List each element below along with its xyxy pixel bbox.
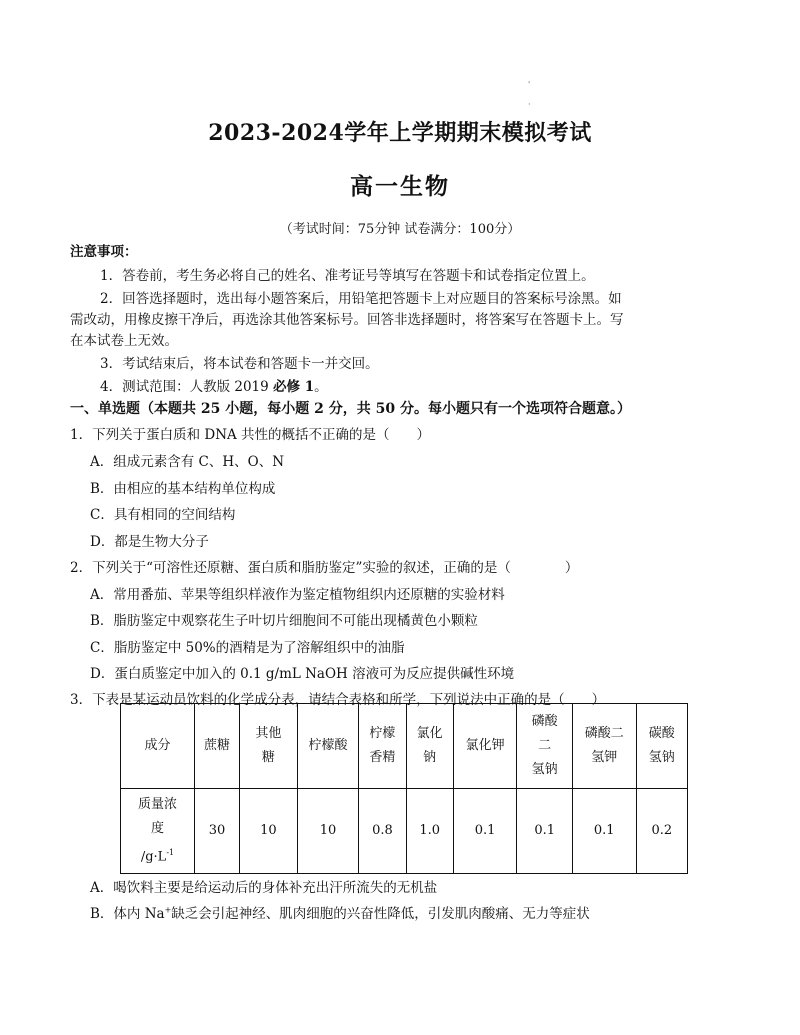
- question-2-stem: 2．下列关于“可溶性还原糖、蛋白质和脂肪鉴定”实验的叙述，正确的是（ ）: [70, 560, 579, 576]
- notice-item-1: 1．答卷前，考生务必将自己的姓名、准考证号等填写在答题卡和试卷指定位置上。: [100, 268, 595, 284]
- notice-item-4-bold: 必修 1: [273, 379, 315, 395]
- table-header-row: [121, 704, 688, 789]
- question-2-option-d: D．蛋白质鉴定中加入的 0.1 g/mL NaOH 溶液可为反应提供碱性环境: [90, 666, 515, 682]
- option-b-suffix: 缺乏会引起神经、肌肉细胞的兴奋性降低，引发肌肉酸痛、无力等症状: [171, 906, 590, 922]
- composition-table: [120, 703, 688, 874]
- row-label-unit: [121, 841, 194, 869]
- notice-heading: 注意事项：: [70, 244, 138, 260]
- row-label-line: 质量浓: [137, 796, 177, 812]
- table-cell: 0.8: [359, 789, 406, 874]
- scan-mark-dot: ': [528, 80, 531, 89]
- notice-item-2-line-3: 在本试卷上无效。: [70, 333, 178, 349]
- table-cell: 0.1: [453, 789, 517, 874]
- unit-text: /g·L: [140, 849, 167, 865]
- table-header-cell: 磷酸 二 氢钠: [517, 704, 572, 789]
- subject-title: 高一生物: [350, 173, 450, 200]
- option-b-prefix: B．体内 Na: [90, 906, 165, 922]
- table-row: [121, 789, 688, 874]
- table-header-label: 成分: [121, 704, 195, 789]
- notice-item-4-suffix: 。: [314, 379, 328, 395]
- table-header-cell: 其他 糖: [240, 704, 298, 789]
- table-cell: 0.2: [636, 789, 687, 874]
- notice-item-4: [100, 375, 328, 395]
- table-header-cell: 柠檬 香精: [359, 704, 406, 789]
- table-row-label: [121, 789, 195, 874]
- notice-item-4-prefix: 4．测试范围：人教版 2019: [100, 379, 274, 395]
- question-2-option-b: B．脂肪鉴定中观察花生子叶切片细胞间不可能出现橘黄色小颗粒: [90, 613, 478, 629]
- notice-item-3: 3．考试结束后，将本试卷和答题卡一并交回。: [100, 356, 379, 372]
- scan-mark-dot: ·: [528, 100, 531, 109]
- question-1-option-c: C．具有相同的空间结构: [90, 507, 236, 523]
- table-header-cell: 氯化 钠: [406, 704, 453, 789]
- table-header-cell: 碳酸 氢钠: [636, 704, 687, 789]
- table-header-cell: 氯化钾: [453, 704, 517, 789]
- table-cell: 0.1: [517, 789, 572, 874]
- exam-info: （考试时间：75分钟 试卷满分：100分）: [279, 222, 521, 237]
- question-1-option-d: D．都是生物大分子: [90, 534, 209, 550]
- page-title: 2023-2024学年上学期期末模拟考试: [208, 120, 592, 146]
- table-cell: 0.1: [572, 789, 636, 874]
- question-1-option-b: B．由相应的基本结构单位构成: [90, 481, 276, 497]
- section-1-heading: 一、单选题（本题共 25 小题，每小题 2 分，共 50 分。每小题只有一个选项符合题意。）: [70, 401, 631, 417]
- question-3-stem: 3．下表是某运动员饮料的化学成分表，请结合表格和所学，下列说法中正确的是（ ）: [70, 692, 606, 708]
- option-b-sup: +: [164, 905, 172, 915]
- table-header-cell: 蔗糖: [194, 704, 239, 789]
- table-cell: 30: [194, 789, 239, 874]
- question-1-option-a: A．组成元素含有 C、H、O、N: [90, 454, 285, 470]
- unit-sup: -1: [166, 847, 175, 857]
- table-cell: 1.0: [406, 789, 453, 874]
- question-2-option-c: C．脂肪鉴定中 50%的酒精是为了溶解组织中的油脂: [90, 640, 405, 656]
- table-header-cell: 柠檬酸: [297, 704, 359, 789]
- question-3-option-a: A．喝饮料主要是给运动后的身体补充出汗所流失的无机盐: [90, 880, 438, 896]
- row-label-line: 度: [150, 820, 164, 836]
- question-1-stem: 1．下列关于蛋白质和 DNA 共性的概括不正确的是（ ）: [70, 427, 431, 443]
- notice-item-2-line-2: 需改动，用橡皮擦干净后，再选涂其他答案标号。回答非选择题时，将答案写在答题卡上。写: [70, 312, 624, 328]
- notice-item-2-line-1: 2．回答选择题时，选出每小题答案后，用铅笔把答题卡上对应题目的答案标号涂黑。如: [100, 291, 622, 307]
- table-header-cell: 磷酸二 氢钾: [572, 704, 636, 789]
- table-cell: 10: [240, 789, 298, 874]
- table-cell: 10: [297, 789, 359, 874]
- question-3-option-b: [90, 902, 590, 922]
- question-2-option-a: A．常用番茄、苹果等组织样液作为鉴定植物组织内还原糖的实验材料: [90, 587, 505, 603]
